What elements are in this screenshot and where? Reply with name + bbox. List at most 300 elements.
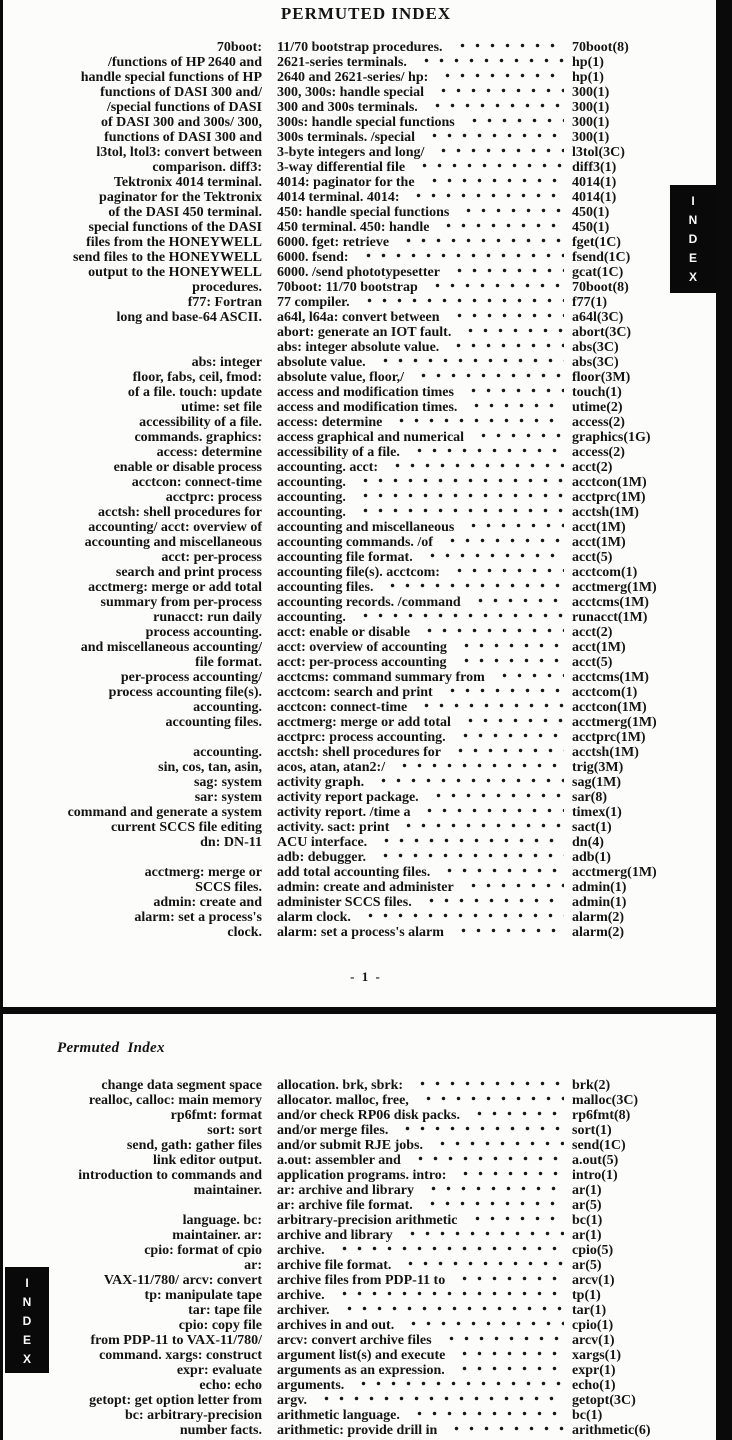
row-manref: acct(5) [572,550,613,565]
row-left-context: summary from per-process [100,595,262,610]
row-subject: acctcom: search and print [277,685,433,700]
index-row [40,640,700,655]
row-manref: admin(1) [572,880,627,895]
index-row [40,1408,700,1423]
dot-leader [441,220,564,235]
index-row [40,880,700,895]
row-manref: ar(5) [572,1258,602,1273]
dot-leader [401,820,564,835]
row-subject: arguments. [277,1378,345,1393]
row-subject: 4014 terminal. 4014: [277,190,400,205]
index-row [40,55,700,70]
dot-leader [455,40,564,55]
row-subject: accounting. [277,610,346,625]
index-entries-page-1 [40,40,700,940]
row-left-context: l3tol, ltol3: convert between [96,145,262,160]
dot-leader [466,520,564,535]
row-subject: archive. [277,1243,325,1258]
row-subject: 300 and 300s terminals. [277,100,418,115]
dot-leader [405,1228,564,1243]
row-left-context: handle special functions of HP [80,70,262,85]
index-row [40,70,700,85]
dot-leader [427,130,564,145]
row-manref: acctsh(1M) [572,745,639,760]
row-left-context: sort: sort [207,1123,262,1138]
index-entries-page-2 [40,1078,700,1438]
row-manref: gcat(1C) [572,265,624,280]
row-left-context: sag: system [193,775,262,790]
row-subject: archiver. [277,1303,330,1318]
row-manref: 300(1) [572,85,610,100]
dot-leader [445,685,564,700]
row-manref: intro(1) [572,1168,618,1183]
index-row [40,460,700,475]
row-manref: 300(1) [572,100,610,115]
index-row [40,700,700,715]
row-subject: a64l, l64a: convert between [277,310,440,325]
row-left-context: /special functions of DASI [106,100,262,115]
row-subject: acctcon: connect-time [277,700,408,715]
row-left-context: functions of DASI 300 and [104,130,262,145]
row-subject: and/or submit RJE jobs. [277,1138,424,1153]
row-left-context: Tektronix 4014 terminal. [113,175,262,190]
index-row [40,1303,700,1318]
row-left-context: cpio: format of cpio [144,1243,262,1258]
dot-leader [458,1168,564,1183]
row-manref: echo(1) [572,1378,616,1393]
row-left-context: VAX-11/780/ arcv: convert [103,1273,262,1288]
row-manref: acct(1M) [572,520,626,535]
index-row [40,1138,700,1153]
row-left-context: files from the HONEYWELL [86,235,262,250]
row-left-context: command and generate a system [67,805,262,820]
tab-letter: I [691,194,695,208]
dot-leader [378,850,564,865]
row-manref: ar(5) [572,1198,602,1213]
index-row [40,670,700,685]
row-subject: administer SCCS files. [277,895,412,910]
dot-leader [435,1138,564,1153]
index-row [40,1423,700,1438]
row-manref: alarm(2) [572,910,625,925]
row-left-context: introduction to commands and [78,1168,262,1183]
row-left-context: acctmerg: merge or [144,865,262,880]
dot-leader [457,1363,564,1378]
index-row [40,595,700,610]
row-left-context: clock. [227,925,262,940]
row-left-context: per-process accounting/ [120,670,262,685]
row-manref: rp6fmt(8) [572,1108,631,1123]
index-row [40,610,700,625]
row-left-context: file format. [195,655,262,670]
row-subject: archive files from PDP-11 to [277,1273,446,1288]
row-left-context: f77: Fortran [187,295,262,310]
dot-leader [356,1378,564,1393]
dot-leader [449,1423,564,1438]
row-manref: timex(1) [572,805,622,820]
dot-leader [376,775,564,790]
dot-leader [411,190,564,205]
row-subject: adb: debugger. [277,850,366,865]
dot-leader [413,1153,564,1168]
dot-leader [457,1273,564,1288]
index-row [40,835,700,850]
row-subject: admin: create and administer [277,880,454,895]
index-row [40,430,700,445]
dot-leader [425,1198,564,1213]
row-left-context: send, gath: gather files [126,1138,262,1153]
row-left-context: language. bc: [182,1213,262,1228]
row-manref: 4014(1) [572,190,617,205]
row-manref: diff3(1) [572,160,617,175]
row-left-context: accounting and miscellaneous [84,535,262,550]
index-row [40,865,700,880]
row-left-context: maintainer. [193,1183,262,1198]
row-subject: access and modification times. [277,400,458,415]
row-manref: bc(1) [572,1408,603,1423]
index-row [40,1393,700,1408]
row-subject: absolute value. [277,355,366,370]
row-subject: acctmerg: merge or add total [277,715,451,730]
index-row [40,760,700,775]
dot-leader [385,580,564,595]
dot-leader [378,355,564,370]
row-left-context: command. xargs: construct [99,1348,262,1363]
dot-leader [466,385,564,400]
row-manref: graphics(1G) [572,430,651,445]
dot-leader [430,280,564,295]
row-manref: expr(1) [572,1363,616,1378]
row-manref: acctprc(1M) [572,730,646,745]
row-manref: utime(2) [572,400,623,415]
row-left-context: process accounting file(s). [108,685,262,700]
row-manref: xargs(1) [572,1348,621,1363]
dot-leader [431,790,564,805]
tab-letter: D [22,1314,32,1328]
row-left-context: of DASI 300 and 300s/ 300, [100,115,262,130]
row-manref: acctmerg(1M) [572,865,657,880]
row-subject: 77 compiler. [277,295,350,310]
row-manref: ar(1) [572,1183,602,1198]
row-manref: 70boot(8) [572,40,629,55]
row-left-context: number facts. [179,1423,262,1438]
dot-leader [457,1348,564,1363]
row-manref: f77(1) [572,295,607,310]
index-row [40,1093,700,1108]
row-manref: cpio(5) [572,1243,614,1258]
row-manref: trig(3M) [572,760,624,775]
row-left-context: realloc, calloc: main memory [88,1093,262,1108]
dot-leader [362,295,564,310]
row-manref: l3tol(3C) [572,145,625,160]
row-manref: 300(1) [572,115,610,130]
index-row [40,1228,700,1243]
dot-leader [466,880,564,895]
page-title: PERMUTED INDEX [280,4,452,23]
dot-leader [400,1123,564,1138]
row-left-context: long and base-64 ASCII. [116,310,262,325]
index-row [40,1168,700,1183]
index-row [40,145,700,160]
index-row [40,445,700,460]
row-left-context: 70boot: [216,40,262,55]
dot-leader [497,670,564,685]
row-subject: archive and library [277,1228,393,1243]
dot-leader [459,640,564,655]
row-manref: 450(1) [572,220,610,235]
row-subject: 11/70 bootstrap procedures. [277,40,443,55]
row-left-context: acctsh: shell procedures for [98,505,262,520]
row-subject: 6000. fsend: [277,250,349,265]
index-tab-left [5,1267,49,1373]
row-subject: acct: overview of accounting [277,640,447,655]
row-subject: 2640 and 2621-series/ hp: [277,70,429,85]
tab-letter: D [688,232,698,246]
row-subject: 6000. /send phototypesetter [277,265,440,280]
dot-leader [442,865,564,880]
row-left-context: of a file. touch: update [127,385,262,400]
row-subject: accounting file format. [277,550,413,565]
row-manref: acct(1M) [572,535,626,550]
tab-letter: N [688,213,698,227]
index-row [40,310,700,325]
index-row [40,715,700,730]
index-row [40,1198,700,1213]
index-row [40,1318,700,1333]
dot-leader [445,535,564,550]
dot-leader [444,1333,564,1348]
row-manref: floor(3M) [572,370,631,385]
row-left-context: from PDP-11 to VAX-11/780/ [90,1333,262,1348]
row-subject: arithmetic: provide drill in [277,1423,438,1438]
row-subject: archive. [277,1288,325,1303]
dot-leader [456,925,564,940]
row-subject: archives in and out. [277,1318,395,1333]
row-subject: access graphical and numerical [277,430,465,445]
row-manref: arcv(1) [572,1333,615,1348]
index-row [40,1258,700,1273]
row-subject: allocator. malloc, free, [277,1093,409,1108]
row-subject: accounting commands. /of [277,535,433,550]
index-row [40,355,700,370]
dot-leader [419,700,564,715]
row-left-context: accounting files. [165,715,262,730]
index-row [40,265,700,280]
index-row [40,820,700,835]
row-manref: send(1C) [572,1138,626,1153]
dot-leader [397,760,564,775]
row-subject: accounting. [277,475,346,490]
dot-leader [458,730,564,745]
index-row [40,1213,700,1228]
row-left-context: procedures. [192,280,262,295]
row-left-context: commands. graphics: [134,430,262,445]
row-left-context: admin: create and [153,895,262,910]
row-manref: acctcon(1M) [572,700,647,715]
row-subject: acctcms: command summary from [277,670,485,685]
row-manref: a.out(5) [572,1153,619,1168]
row-manref: arcv(1) [572,1273,615,1288]
dot-leader [358,490,564,505]
index-row [40,295,700,310]
row-manref: fsend(1C) [572,250,631,265]
index-row [40,340,700,355]
dot-leader [453,745,564,760]
row-subject: accounting files. [277,580,374,595]
dot-leader [421,1093,564,1108]
row-subject: alarm: set a process's alarm [277,925,444,940]
index-row [40,685,700,700]
index-row [40,505,700,520]
row-left-context: alarm: set a process's [134,910,262,925]
row-left-context: sar: system [194,790,262,805]
row-left-context: acctcon: connect-time [131,475,262,490]
dot-leader [476,430,564,445]
index-row [40,40,700,55]
dot-leader [427,175,564,190]
dot-leader [470,1213,564,1228]
index-row [40,805,700,820]
dot-leader [319,1393,564,1408]
index-row [40,190,700,205]
row-left-context: expr: evaluate [176,1363,262,1378]
row-subject: accounting records. /command [277,595,461,610]
row-manref: abs(3C) [572,340,619,355]
row-manref: runacct(1M) [572,610,648,625]
row-manref: acctcms(1M) [572,595,649,610]
row-subject: activity. sact: print [277,820,390,835]
index-tab-right [670,185,716,293]
dot-leader [425,550,564,565]
row-left-context: acctprc: process [165,490,262,505]
row-left-context: runacct: run daily [153,610,262,625]
page-edge-right [716,0,732,1440]
index-row [40,895,700,910]
row-subject: acctprc: process accounting. [277,730,446,745]
row-subject: ar: archive and library [277,1183,415,1198]
page-edge-left [0,0,3,1440]
index-row [40,1348,700,1363]
index-row [40,100,700,115]
row-manref: brk(2) [572,1078,611,1093]
index-row [40,325,700,340]
index-row [40,250,700,265]
index-row [40,1243,700,1258]
index-row [40,160,700,175]
row-subject: arithmetic language. [277,1408,400,1423]
row-subject: access: determine [277,415,383,430]
page-number: - 1 - [350,969,382,984]
dot-leader [467,115,564,130]
index-row [40,1123,700,1138]
index-row [40,235,700,250]
row-left-context: dn: DN-11 [200,835,262,850]
row-left-context: link editor output. [152,1153,262,1168]
row-left-context: sin, cos, tan, asin, [158,760,262,775]
row-subject: 300s terminals. /special [277,130,416,145]
row-left-context: acctmerg: merge or add total [88,580,262,595]
row-manref: acct(5) [572,655,613,670]
row-left-context: cpio: copy file [178,1318,262,1333]
row-manref: a64l(3C) [572,310,624,325]
dot-leader [358,610,564,625]
index-row [40,205,700,220]
row-subject: 300s: handle special functions [277,115,455,130]
row-manref: getopt(3C) [572,1393,636,1408]
row-manref: tar(1) [572,1303,607,1318]
index-row [40,130,700,145]
row-subject: 2621-series terminals. [277,55,407,70]
row-manref: abort(3C) [572,325,632,340]
row-manref: acctcon(1M) [572,475,647,490]
index-row [40,370,700,385]
page-divider [0,1007,732,1014]
dot-leader [361,250,564,265]
index-row [40,625,700,640]
index-row [40,85,700,100]
row-subject: 450: handle special functions [277,205,450,220]
row-subject: acctsh: shell procedures for [277,745,441,760]
dot-leader [358,505,564,520]
row-subject: arcv: convert archive files [277,1333,432,1348]
index-row [40,730,700,745]
row-subject: access and modification times [277,385,454,400]
index-row [40,400,700,415]
row-subject: acct: per-process accounting [277,655,447,670]
row-subject: absolute value, floor,/ [277,370,405,385]
dot-leader [451,340,564,355]
row-manref: fget(1C) [572,235,621,250]
dot-leader [401,235,564,250]
row-manref: acctsh(1M) [572,505,639,520]
dot-leader [424,895,564,910]
row-subject: a.out: assembler and [277,1153,401,1168]
dot-leader [473,595,564,610]
row-manref: adb(1) [572,850,611,865]
index-row [40,115,700,130]
dot-leader [412,1408,564,1423]
row-manref: sar(8) [572,790,607,805]
row-left-context: process accounting. [145,625,262,640]
dot-leader [452,310,564,325]
index-row [40,565,700,580]
row-manref: sort(1) [572,1123,612,1138]
index-row [40,1183,700,1198]
row-left-context: paginator for the Tektronix [99,190,262,205]
row-subject: 3-byte integers and long/ [277,145,425,160]
row-manref: hp(1) [572,55,604,70]
index-row [40,580,700,595]
row-subject: abs: integer absolute value. [277,340,440,355]
row-subject: accounting. [277,505,346,520]
row-manref: hp(1) [572,70,604,85]
row-left-context: functions of DASI 300 and/ [100,85,262,100]
row-manref: 70boot(8) [572,280,629,295]
row-subject: accessibility of a file. [277,445,400,460]
row-subject: accounting and miscellaneous [277,520,455,535]
index-row [40,775,700,790]
index-row [40,415,700,430]
row-subject: allocation. brk, sbrk: [277,1078,404,1093]
row-left-context: SCCS files. [195,880,262,895]
row-left-context: search and print process [115,565,262,580]
row-left-context: accessibility of a file. [139,415,262,430]
dot-leader [472,1108,564,1123]
index-row [40,385,700,400]
row-subject: ACU interface. [277,835,368,850]
row-manref: access(2) [572,415,625,430]
row-left-context: abs: integer [191,355,262,370]
